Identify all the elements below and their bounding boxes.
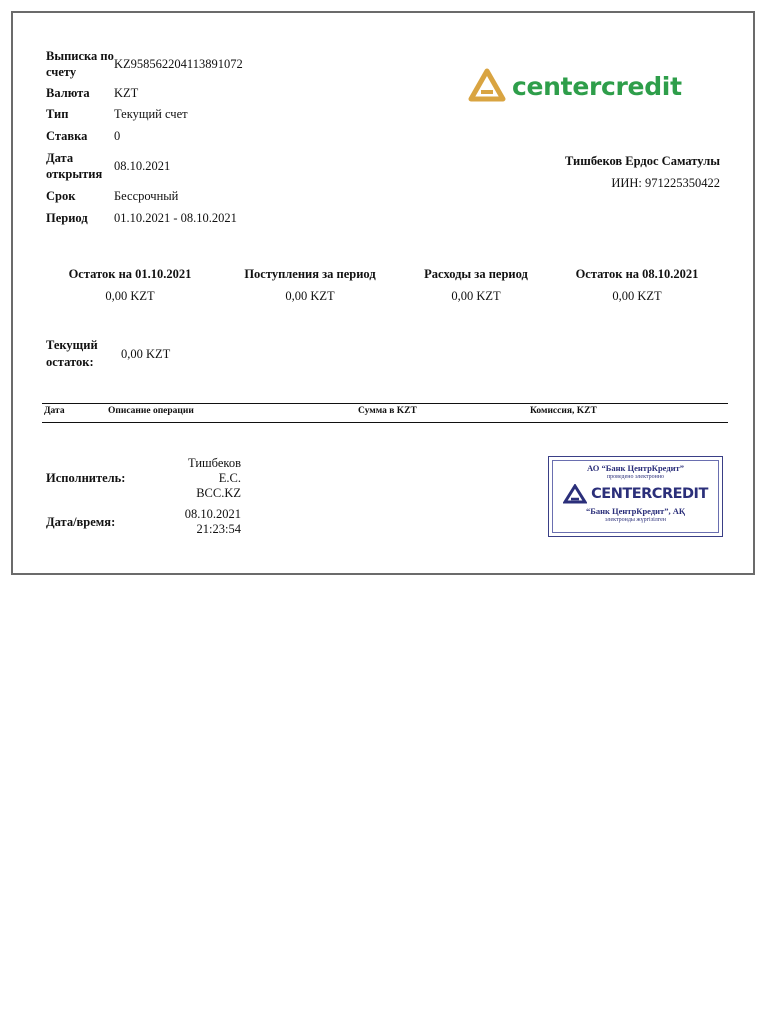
- col-date: Дата: [44, 406, 65, 416]
- account-row-period: [46, 207, 243, 229]
- account-number-label: Выписка по счету: [46, 49, 114, 79]
- summary-value: 0,00 KZT: [612, 289, 662, 303]
- stamp-inner-border: [552, 460, 719, 533]
- account-row-currency: [46, 82, 243, 103]
- datetime-row: [46, 507, 241, 537]
- datetime-time: 21:23:54: [196, 522, 241, 536]
- period-label: Период: [46, 211, 88, 225]
- datetime-label: Дата/время:: [46, 514, 116, 529]
- current-balance-label: Текущий остаток:: [46, 338, 98, 369]
- holder-iin: ИИН: 971225350422: [611, 176, 720, 190]
- operations-table-header: [42, 403, 728, 423]
- col-amount: Сумма в KZT: [358, 406, 417, 416]
- summary-outgoing: [406, 266, 546, 306]
- executor-org: BCC.KZ: [196, 486, 241, 500]
- currency-value: KZT: [114, 85, 139, 100]
- logo-wordmark: centercredit: [512, 71, 682, 101]
- account-row-rate: [46, 125, 243, 147]
- account-info-table: [46, 46, 243, 229]
- executor-surname: Тишбеков: [188, 456, 241, 470]
- current-balance-value: 0,00 KZT: [121, 346, 171, 361]
- summary-value: 0,00 KZT: [451, 289, 501, 303]
- summary-label: Остаток на 08.10.2021: [575, 267, 699, 281]
- summary-label: Остаток на 01.10.2021: [68, 267, 192, 281]
- bank-logo: [468, 68, 682, 104]
- summary-value: 0,00 KZT: [285, 289, 335, 303]
- executor-initials: Е.С.: [218, 471, 241, 485]
- stamp-line-3: “Банк ЦентрКредит”, АҚ: [585, 506, 686, 516]
- rate-label: Ставка: [46, 129, 88, 143]
- summary-closing-balance: [546, 266, 728, 306]
- holder-name: Тишбеков Ердос Саматулы: [565, 154, 720, 168]
- col-commission: Комиссия, KZT: [530, 406, 597, 416]
- executor-row: [46, 456, 241, 501]
- term-value: Бессрочный: [114, 189, 179, 203]
- stamp-line-2: проведено электронно: [606, 474, 665, 480]
- summary-value: 0,00 KZT: [105, 289, 155, 303]
- summary-label: Расходы за период: [424, 267, 528, 281]
- rate-value: 0: [114, 129, 121, 143]
- type-label: Тип: [46, 107, 69, 121]
- account-row-type: [46, 103, 243, 125]
- balance-summary: [46, 266, 728, 306]
- account-row-number: [46, 46, 243, 82]
- account-row-open-date: [46, 147, 243, 185]
- executor-block: [46, 456, 241, 537]
- summary-label: Поступления за период: [244, 267, 376, 281]
- stamp-line-4: электронды жүргізілген: [604, 517, 666, 523]
- type-value: Текущий счет: [114, 107, 188, 121]
- executor-label: Исполнитель:: [46, 471, 126, 485]
- centercredit-logo-icon: [468, 68, 506, 104]
- currency-label: Валюта: [46, 85, 90, 100]
- account-holder: [565, 150, 720, 194]
- statement-document: [11, 11, 755, 575]
- term-label: Срок: [46, 189, 76, 203]
- col-description: Описание операции: [108, 406, 194, 416]
- summary-opening-balance: [46, 266, 214, 306]
- bank-stamp: [548, 456, 723, 537]
- executor-value: [166, 456, 241, 501]
- account-row-term: [46, 185, 243, 207]
- datetime-date: 08.10.2021: [184, 507, 241, 521]
- open-date-value: 08.10.2021: [114, 159, 171, 173]
- stamp-brand: CENTERCREDIT: [591, 486, 708, 502]
- current-balance: [46, 337, 170, 371]
- summary-incoming: [214, 266, 406, 306]
- stamp-line-1: АО “Банк ЦентрКредит”: [587, 463, 684, 473]
- open-date-label: Дата открытия: [46, 151, 103, 181]
- period-value: 01.10.2021 - 08.10.2021: [114, 211, 237, 225]
- datetime-value: [166, 507, 241, 537]
- account-number-value: KZ958562204113891072: [114, 57, 243, 71]
